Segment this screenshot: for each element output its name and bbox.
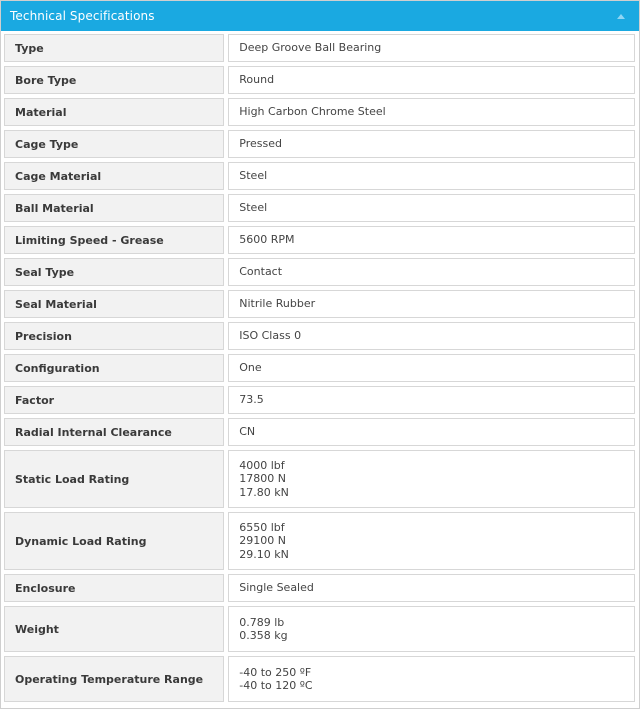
spec-value-line: Deep Groove Ball Bearing [239,41,382,55]
spec-label: Seal Type [4,258,224,286]
spec-value [228,656,635,702]
spec-label: Factor [4,386,224,414]
spec-value-line: 5600 RPM [239,233,295,247]
spec-label: Type [4,34,224,62]
spec-value-line: 0.358 kg [239,629,288,642]
spec-label: Limiting Speed - Grease [4,226,224,254]
spec-row [4,386,635,414]
spec-label: Seal Material [4,290,224,318]
spec-label: Material [4,98,224,126]
spec-value [228,606,635,652]
spec-row [4,656,635,702]
spec-value-line: Nitrile Rubber [239,297,316,311]
spec-value [228,98,635,126]
spec-label: Enclosure [4,574,224,602]
panel-title: Technical Specifications [10,9,155,23]
spec-value-line: Steel [239,201,268,215]
spec-value-line: 17800 N [239,472,286,486]
spec-value-line: 0.789 lb [239,615,285,629]
spec-value [228,258,635,286]
spec-row [4,418,635,446]
spec-value-line: Steel [239,169,268,183]
spec-value-line: 6550 lbf [239,520,285,534]
spec-row [4,512,635,570]
spec-value [228,226,635,254]
spec-value-line: CN [239,425,256,439]
spec-value-line: Single Sealed [239,581,314,595]
spec-value [228,354,635,382]
spec-row [4,258,635,286]
spec-row [4,162,635,190]
spec-value [228,194,635,222]
spec-label: Precision [4,322,224,350]
spec-row [4,130,635,158]
spec-value-line: 4000 lbf [239,458,285,472]
spec-value-line: 29.10 kN [239,547,289,561]
spec-value-line: One [239,361,262,375]
spec-label: Dynamic Load Rating [4,512,224,570]
spec-label: Configuration [4,354,224,382]
spec-value-line: 73.5 [239,393,264,407]
spec-row [4,574,635,602]
panel-header[interactable] [1,1,639,31]
spec-row [4,354,635,382]
spec-label: Bore Type [4,66,224,94]
spec-label: Weight [4,606,224,652]
spec-row [4,66,635,94]
chevron-up-icon[interactable] [617,14,625,19]
spec-label: Cage Material [4,162,224,190]
spec-row [4,450,635,508]
spec-value [228,418,635,446]
spec-row [4,290,635,318]
spec-value-line: ISO Class 0 [239,329,302,343]
spec-value-line: High Carbon Chrome Steel [239,105,386,119]
spec-value-line: -40 to 120 ºC [239,679,313,692]
spec-value-line: Pressed [239,137,282,151]
spec-row [4,606,635,652]
spec-value [228,290,635,318]
specs-table-body [4,34,635,702]
spec-value [228,512,635,570]
spec-label: Cage Type [4,130,224,158]
spec-value-line: 17.80 kN [239,485,289,499]
spec-row [4,322,635,350]
spec-row [4,226,635,254]
spec-row [4,194,635,222]
spec-value-line: Round [239,73,275,87]
spec-value [228,162,635,190]
spec-value-line: -40 to 250 ºF [239,665,312,679]
spec-label: Operating Temperature Range [4,656,224,702]
spec-label: Ball Material [4,194,224,222]
spec-value [228,66,635,94]
spec-value [228,130,635,158]
spec-label: Static Load Rating [4,450,224,508]
spec-row [4,98,635,126]
spec-value [228,450,635,508]
specs-table [0,30,639,706]
spec-row [4,34,635,62]
spec-value [228,322,635,350]
spec-value [228,34,635,62]
spec-value-line: 29100 N [239,534,286,548]
spec-label: Radial Internal Clearance [4,418,224,446]
spec-value-line: Contact [239,265,283,279]
spec-value [228,386,635,414]
spec-value [228,574,635,602]
